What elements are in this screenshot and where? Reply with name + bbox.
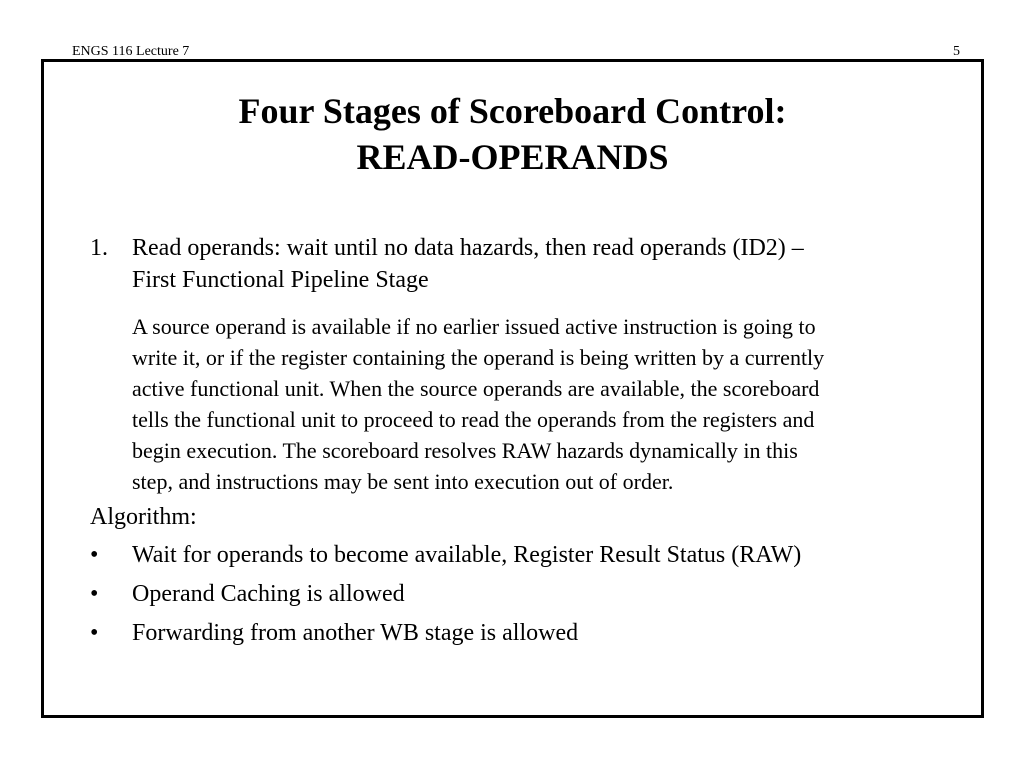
paragraph-line: write it, or if the register containing the operand is being written by a currently [132, 345, 825, 370]
bullet-item: Operand Caching is allowed [132, 581, 405, 607]
numbered-item-text [132, 232, 962, 296]
bullet-item: Forwarding from another WB stage is allowed [132, 620, 579, 646]
slide-title [44, 88, 981, 180]
paragraph-line: A source operand is available if no earlier issued active instruction is going to [132, 314, 816, 339]
numbered-item-line-1: Read operands: wait until no data hazards, then read operands (ID2) – [132, 235, 804, 261]
bullet-icon: • [90, 542, 99, 568]
bullet-item: Wait for operands to become available, Register Result Status (RAW) [132, 542, 802, 568]
numbered-item-line-2: First Functional Pipeline Stage [132, 267, 429, 293]
title-line-2: READ-OPERANDS [356, 137, 669, 177]
bullet-icon: • [90, 620, 99, 646]
bullet-icon: • [90, 581, 99, 607]
course-header: ENGS 116 Lecture 7 [72, 44, 190, 59]
explanation-paragraph [132, 311, 952, 497]
paragraph-line: tells the functional unit to proceed to read the operands from the registers and [132, 407, 815, 432]
slide-frame [41, 59, 984, 718]
numbered-item-marker: 1. [90, 235, 108, 261]
page-number: 5 [953, 44, 960, 59]
title-line-1: Four Stages of Scoreboard Control: [238, 91, 787, 131]
paragraph-line: active functional unit. When the source operands are available, the scoreboard [132, 376, 820, 401]
paragraph-line: step, and instructions may be sent into execution out of order. [132, 469, 674, 494]
paragraph-line: begin execution. The scoreboard resolves RAW hazards dynamically in this [132, 438, 798, 463]
algorithm-label: Algorithm: [90, 504, 197, 530]
